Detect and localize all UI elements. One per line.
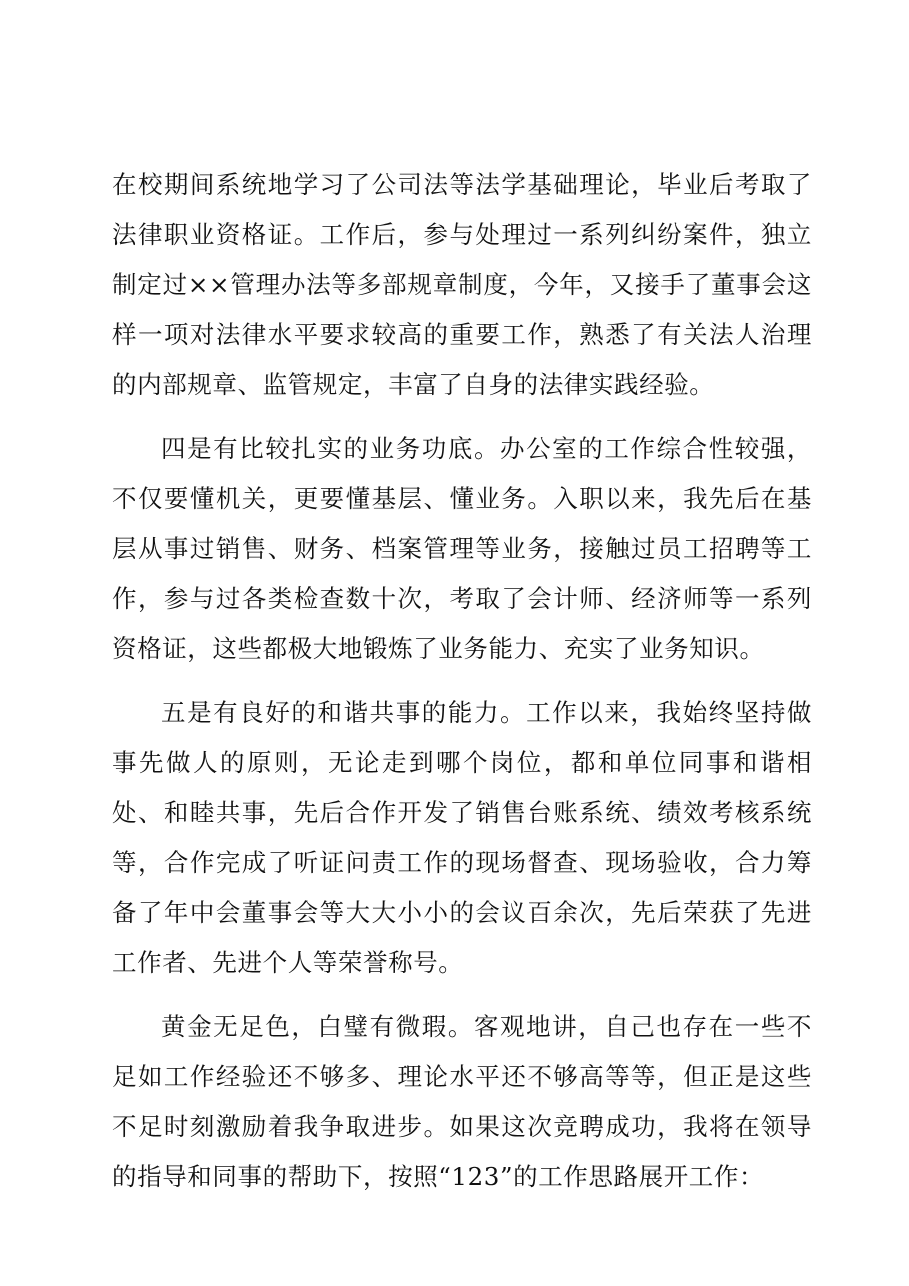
document-body [112,160,812,1216]
paragraph-2: 四是有比较扎实的业务功底。办公室的工作综合性较强，不仅要懂机关，更要懂基层、懂业务。入职以来，我先后在基层从事过销售、财务、档案管理等业务，接触过员工招聘等工作，参与过各类检查数十次，考取了会计师、经济师等一系列资格证，这些都极大地锻炼了业务能力、充实了业务知识。 [112,434,812,663]
paragraph-3: 五是有良好的和谐共事的能力。工作以来，我始终坚持做事先做人的原则，无论走到哪个岗位，都和单位同事和谐相处、和睦共事，先后合作开发了销售台账系统、绩效考核系统等，合作完成了听证问责工作的现场督查、现场验收，合力筹备了年中会董事会等大大小小的会议百余次，先后荣获了先进工作者、先进个人等荣誉称号。 [112,698,812,977]
paragraph-4: 黄金无足色，白璧有微瑕。客观地讲，自己也存在一些不足如工作经验还不够多、理论水平还不够高等等，但正是这些不足时刻激励着我争取进步。如果这次竞聘成功，我将在领导的指导和同事的帮助下，按照“123”的工作思路展开工作： [112,1012,812,1191]
paragraph-1: 在校期间系统地学习了公司法等法学基础理论，毕业后考取了法律职业资格证。工作后，参与处理过一系列纠纷案件，独立制定过××管理办法等多部规章制度，今年，又接手了董事会这样一项对法律水平要求较高的重要工作，熟悉了有关法人治理的内部规章、监管规定，丰富了自身的法律实践经验。 [112,170,812,399]
